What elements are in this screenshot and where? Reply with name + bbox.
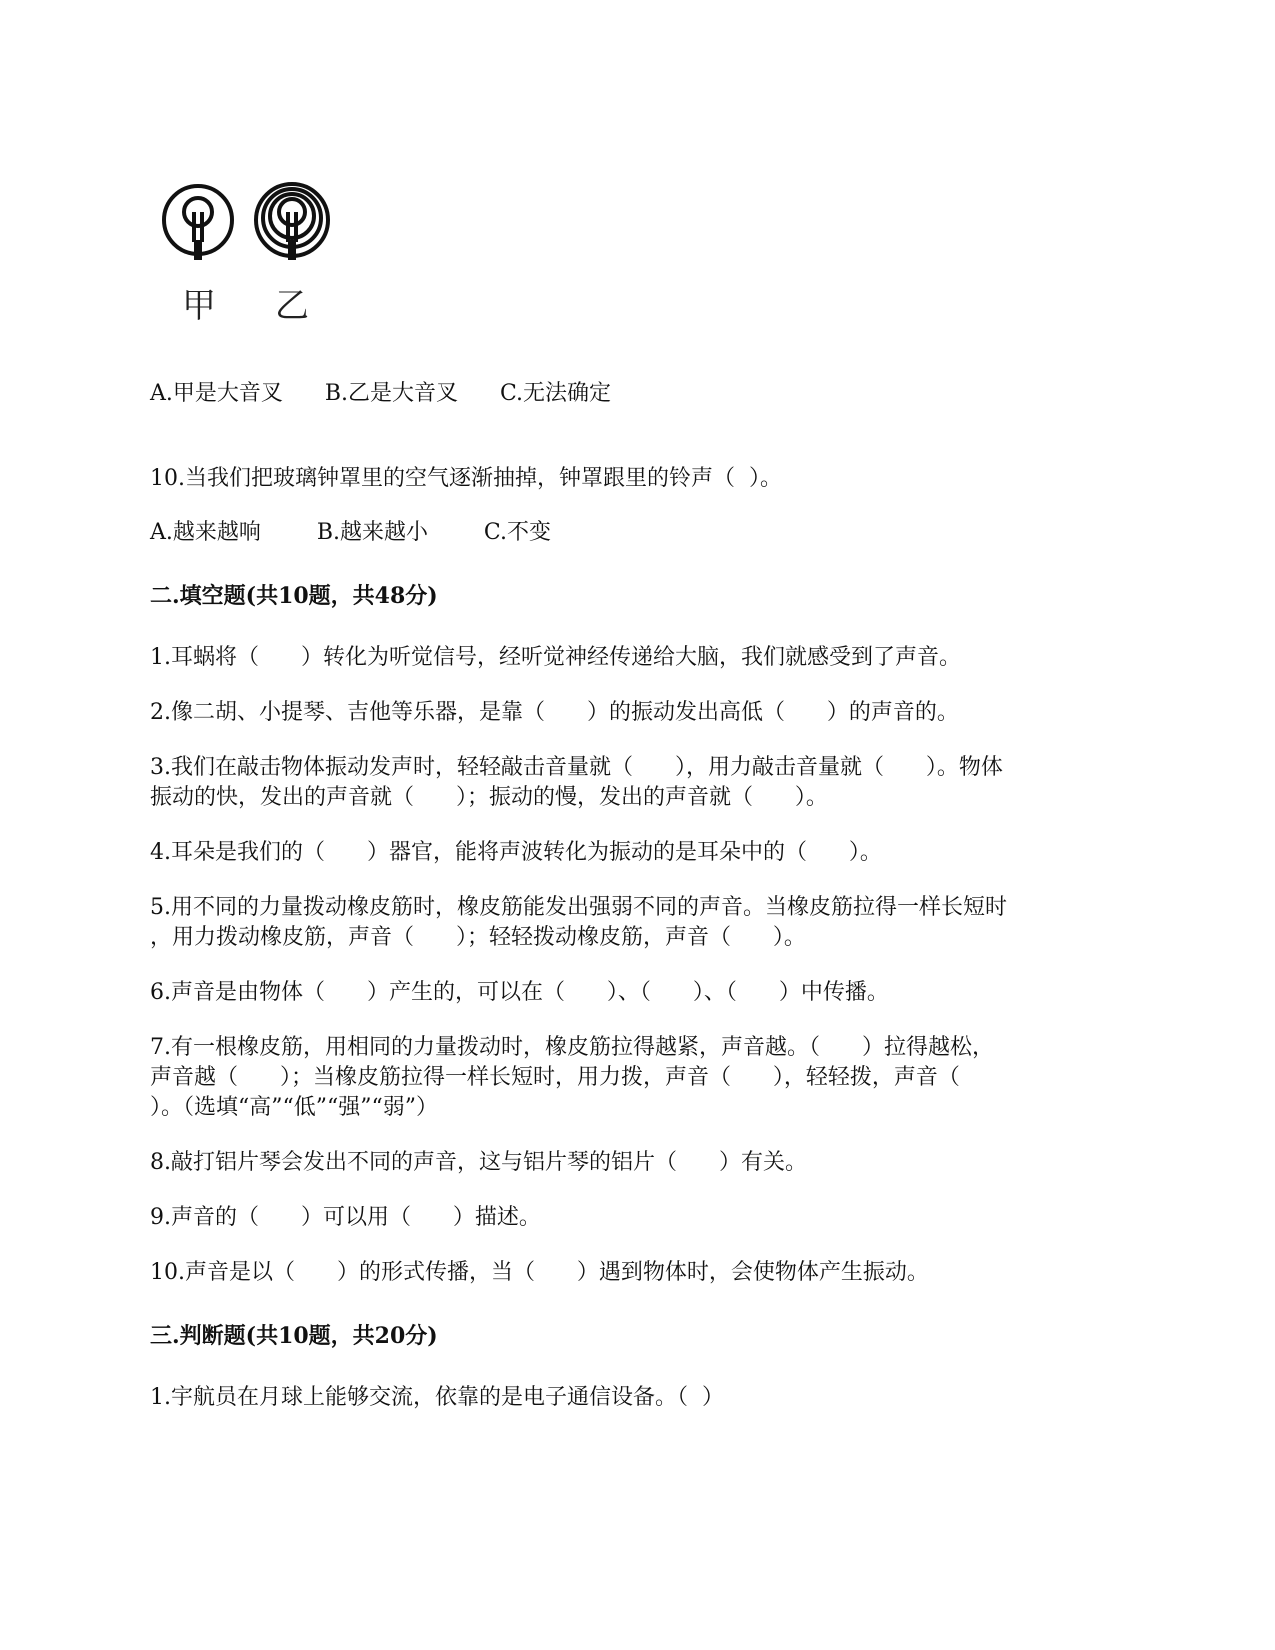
s2-line-2: 2.像二胡、小提琴、吉他等乐器，是靠（ ）的振动发出高低（ ）的声音的。 xyxy=(150,700,959,725)
s2-line-8: 8.敲打铝片琴会发出不同的声音，这与铝片琴的铝片（ ）有关。 xyxy=(150,1150,807,1175)
q10-text: 10.当我们把玻璃钟罩里的空气逐渐抽掉，钟罩跟里的铃声（ ）。 xyxy=(150,466,782,491)
s2-line-9: 9.声音的（ ）可以用（ ）描述。 xyxy=(150,1205,541,1230)
q9-options: A.甲是大音叉 B.乙是大音叉 C.无法确定 xyxy=(150,381,612,406)
s2-line-5a: 5.用不同的力量拨动橡皮筋时，橡皮筋能发出强弱不同的声音。当橡皮筋拉得一样长短时 xyxy=(150,895,1007,920)
tuning-fork-large-vibration-icon xyxy=(256,184,328,260)
s2-line-4: 4.耳朵是我们的（ ）器官，能将声波转化为振动的是耳朵中的（ ）。 xyxy=(150,840,882,865)
figure-label-jia: 甲 xyxy=(182,286,216,326)
s2-line-1: 1.耳蜗将（ ）转化为听觉信号，经听觉神经传递给大脑，我们就感受到了声音。 xyxy=(150,645,961,670)
s2-line-3b: 振动的快，发出的声音就（ ）；振动的慢，发出的声音就（ ）。 xyxy=(150,785,828,810)
s2-line-3a: 3.我们在敲击物体振动发声时，轻轻敲击音量就（ ），用力敲击音量就（ ）。物体 xyxy=(150,755,1003,780)
section3-heading: 三.判断题(共10题，共20分) xyxy=(150,1323,438,1349)
tuning-fork-small-vibration-icon xyxy=(164,186,232,260)
s2-line-7c: ）。（选填“高”“低”“强”“弱”） xyxy=(150,1095,438,1120)
section2-heading: 二.填空题(共10题，共48分) xyxy=(150,583,438,609)
s3-line-1: 1.宇航员在月球上能够交流，依靠的是电子通信设备。（ ） xyxy=(150,1385,724,1410)
tuning-fork-figure xyxy=(160,182,360,326)
s2-line-5b: ，用力拨动橡皮筋，声音（ ）；轻轻拨动橡皮筋，声音（ ）。 xyxy=(150,925,806,950)
s2-line-6: 6.声音是由物体（ ）产生的，可以在（ ）、（ ）、（ ）中传播。 xyxy=(150,980,889,1005)
tuning-fork-diagram xyxy=(160,182,360,272)
q10-options: A.越来越响 B.越来越小 C.不变 xyxy=(150,520,551,545)
s2-line-10: 10.声音是以（ ）的形式传播，当（ ）遇到物体时，会使物体产生振动。 xyxy=(150,1260,929,1285)
s2-line-7b: 声音越（ ）；当橡皮筋拉得一样长短时，用力拨，声音（ ），轻轻拨，声音（ xyxy=(150,1065,960,1090)
figure-label-yi: 乙 xyxy=(275,286,309,326)
s2-line-7a: 7.有一根橡皮筋，用相同的力量拨动时，橡皮筋拉得越紧，声音越。（ ）拉得越松， xyxy=(150,1035,994,1060)
